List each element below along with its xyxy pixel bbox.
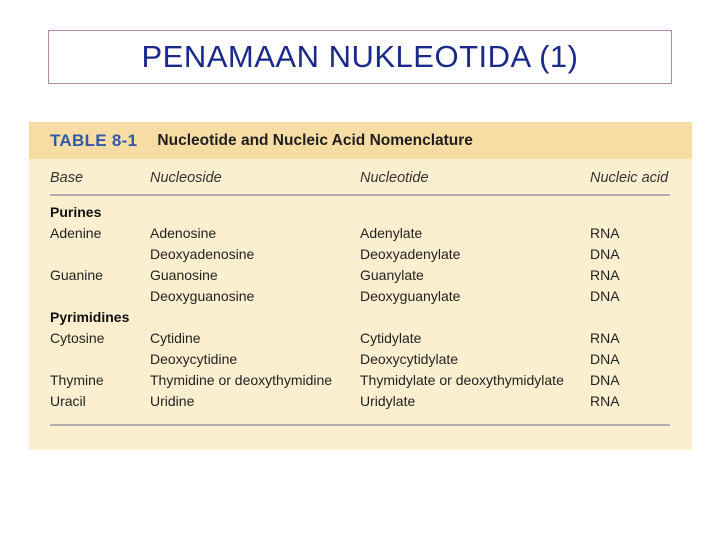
cell-nucleoside: Uridine <box>150 393 195 409</box>
cell-nucleotide: Cytidylate <box>360 330 422 346</box>
cell-nucleoside: Deoxycytidine <box>150 351 238 367</box>
table-header-bar <box>29 122 692 159</box>
cell-nucleotide: Deoxycytidylate <box>360 351 459 367</box>
table-number: TABLE 8-1 <box>50 130 138 150</box>
footer-divider <box>50 424 670 426</box>
group-label-purines: Purines <box>50 204 102 220</box>
column-header-nucleic-acid: Nucleic acid <box>590 170 669 186</box>
cell-base: Uracil <box>50 393 86 409</box>
column-header-base: Base <box>50 170 84 186</box>
cell-nucleotide: Uridylate <box>360 393 416 409</box>
cell-nucleoside: Thymidine or deoxythymidine <box>150 372 333 388</box>
cell-nucleoside: Deoxyadenosine <box>150 246 255 262</box>
cell-base: Adenine <box>50 225 102 241</box>
column-header-nucleotide: Nucleotide <box>360 170 429 186</box>
cell-base: Cytosine <box>50 330 105 346</box>
cell-nucleotide: Adenylate <box>360 225 423 241</box>
cell-nucleic-acid: DNA <box>590 288 620 304</box>
cell-nucleic-acid: DNA <box>590 246 620 262</box>
cell-nucleic-acid: RNA <box>590 225 620 241</box>
cell-nucleotide: Thymidylate or deoxythymidylate <box>360 372 564 388</box>
column-header-nucleoside: Nucleoside <box>150 170 222 186</box>
nomenclature-table <box>29 122 692 450</box>
cell-nucleotide: Deoxyadenylate <box>360 246 461 262</box>
cell-nucleic-acid: DNA <box>590 351 620 367</box>
table-caption: Nucleotide and Nucleic Acid Nomenclature <box>157 131 473 149</box>
group-label-pyrimidines: Pyrimidines <box>50 309 130 325</box>
cell-nucleoside: Cytidine <box>150 330 201 346</box>
cell-nucleoside: Deoxyguanosine <box>150 288 255 304</box>
cell-nucleic-acid: RNA <box>590 393 620 409</box>
cell-nucleoside: Guanosine <box>150 267 218 283</box>
cell-nucleic-acid: DNA <box>590 372 620 388</box>
slide-title-box <box>48 30 672 84</box>
cell-nucleotide: Deoxyguanylate <box>360 288 461 304</box>
slide-title: PENAMAAN NUKLEOTIDA (1) <box>141 39 579 74</box>
cell-base: Thymine <box>50 372 104 388</box>
cell-nucleic-acid: RNA <box>590 267 620 283</box>
cell-base: Guanine <box>50 267 103 283</box>
header-divider <box>50 194 670 196</box>
cell-nucleotide: Guanylate <box>360 267 424 283</box>
cell-nucleic-acid: RNA <box>590 330 620 346</box>
cell-nucleoside: Adenosine <box>150 225 217 241</box>
